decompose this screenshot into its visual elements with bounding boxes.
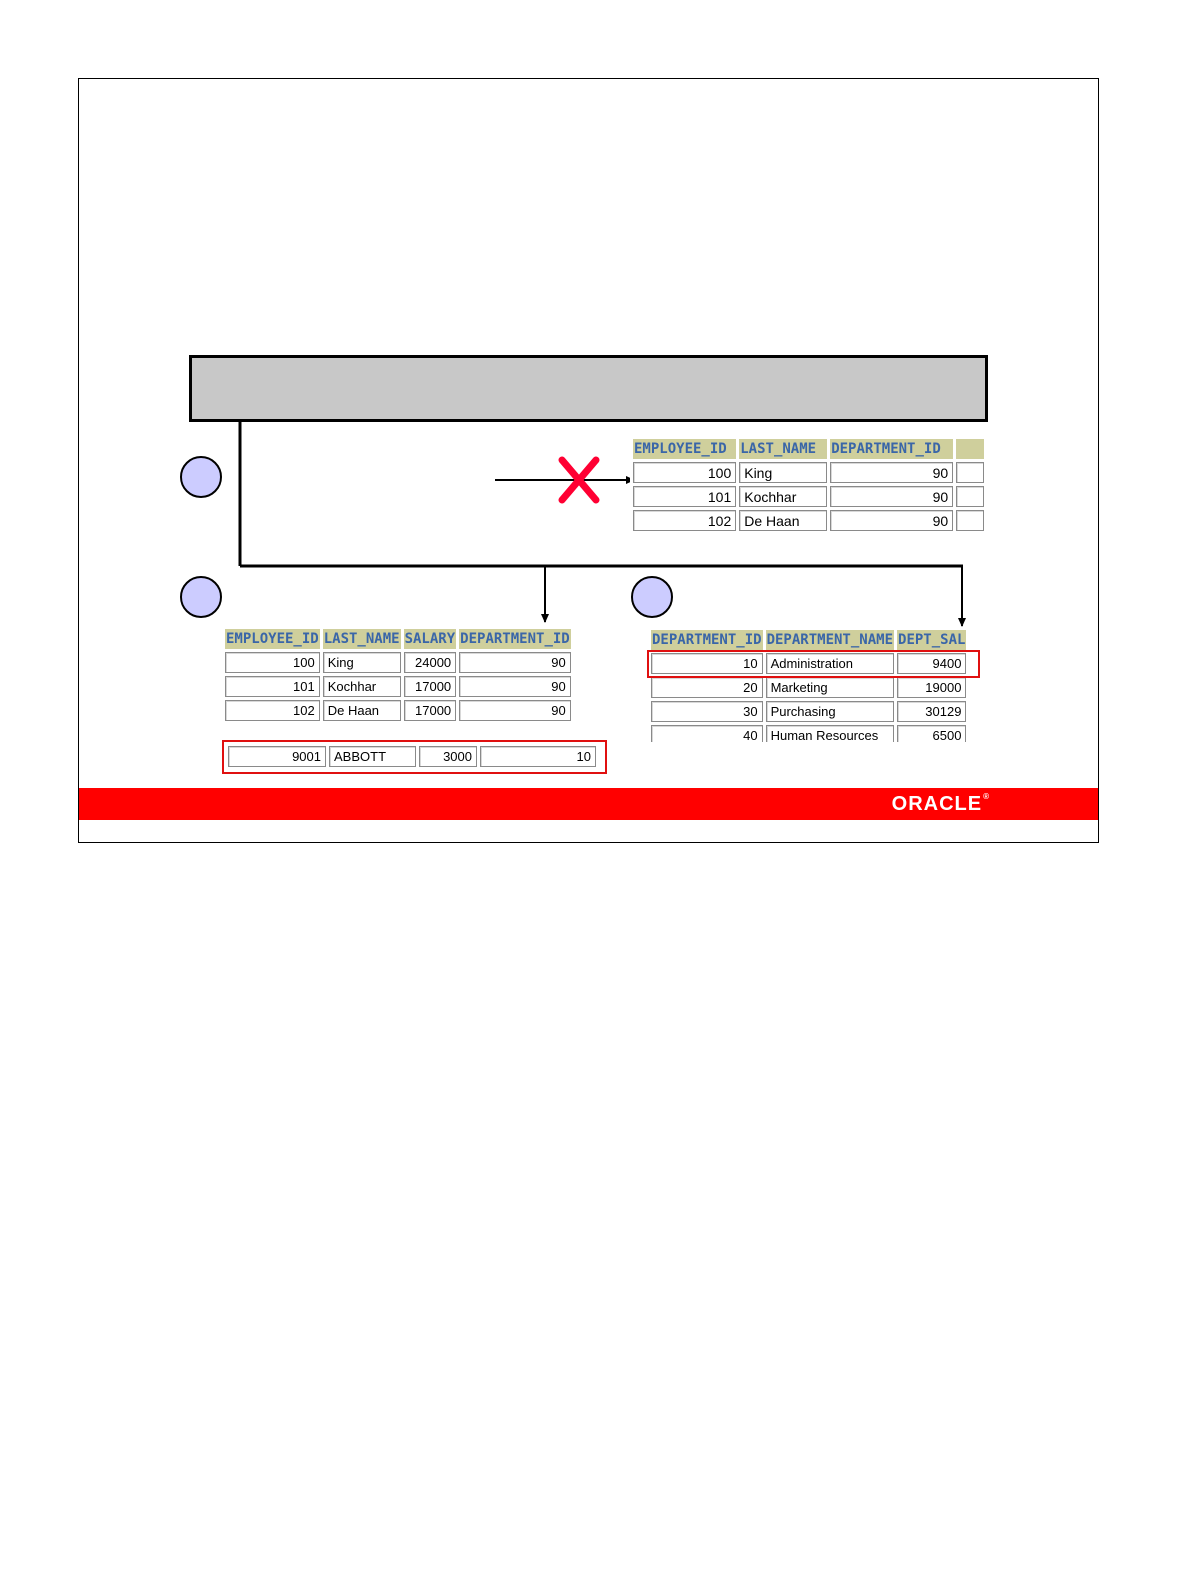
- table-cell: [956, 486, 984, 507]
- table-cell: 24000: [404, 652, 457, 673]
- table-cell: [956, 462, 984, 483]
- oracle-logo: [892, 788, 990, 820]
- table-cell: 40: [651, 725, 763, 742]
- table-row: [633, 486, 984, 507]
- table-cell: 9400: [897, 653, 966, 674]
- table-cell: 9001: [228, 746, 326, 767]
- table-row: [633, 462, 984, 483]
- logo-registered-mark: ®: [983, 792, 990, 801]
- table-cell: 101: [633, 486, 736, 507]
- table-cell: Kochhar: [739, 486, 827, 507]
- table-cell: 101: [225, 676, 320, 697]
- column-header: DEPARTMENT_NAME: [766, 632, 894, 648]
- step-circle-1: [180, 456, 222, 498]
- column-header: DEPARTMENT_ID: [830, 439, 953, 459]
- column-header: EMPLOYEE_ID: [633, 439, 736, 459]
- employees-top-table: [630, 436, 987, 534]
- column-header: EMPLOYEE_ID: [226, 631, 319, 647]
- table-cell: 100: [633, 462, 736, 483]
- table-cell: De Haan: [323, 700, 401, 721]
- table-cell: 30129: [897, 701, 966, 722]
- table-cell: 17000: [404, 676, 457, 697]
- table-cell: Purchasing: [766, 701, 894, 722]
- employees-top-clip: [630, 436, 987, 542]
- departments-clip: [648, 627, 978, 742]
- table-cell: Administration: [766, 653, 894, 674]
- table-cell: King: [323, 652, 401, 673]
- table-header-row: [651, 630, 966, 650]
- table-cell: 102: [225, 700, 320, 721]
- table-row: [225, 676, 571, 697]
- table-cell: 10: [480, 746, 596, 767]
- departments-table: [648, 627, 969, 742]
- table-cell: 10: [651, 653, 763, 674]
- new-row-table: [225, 743, 599, 770]
- table-cell: 102: [633, 510, 736, 531]
- table-cell: 30: [651, 701, 763, 722]
- column-header: SALARY: [404, 631, 456, 647]
- table-cell: 90: [830, 510, 953, 531]
- table-cell: 20: [651, 677, 763, 698]
- column-header: LAST_NAME: [323, 631, 400, 647]
- employees-salary-table: [222, 626, 574, 724]
- table-cell: 6500: [897, 725, 966, 742]
- column-header: DEPARTMENT_ID: [652, 632, 762, 648]
- table-cell: King: [739, 462, 827, 483]
- table-row: [651, 725, 966, 742]
- table-cell: Kochhar: [323, 676, 401, 697]
- table-row: [651, 677, 966, 698]
- table-cell: 19000: [897, 677, 966, 698]
- table-cell: 90: [459, 652, 571, 673]
- column-header: DEPARTMENT_ID: [460, 631, 570, 647]
- step-circle-2: [180, 576, 222, 618]
- logo-text: ORACLE: [891, 793, 983, 815]
- table-cell: 90: [459, 700, 571, 721]
- department-row-highlight: [647, 650, 980, 678]
- column-header-cut: [956, 439, 984, 459]
- table-cell: 3000: [419, 746, 477, 767]
- table-row: [651, 701, 966, 722]
- step-circle-3: [631, 576, 673, 618]
- table-row: [633, 510, 984, 531]
- table-header-row: [225, 629, 571, 649]
- column-header: LAST_NAME: [739, 439, 827, 459]
- footer-bar: [79, 788, 1098, 820]
- table-cell: 90: [459, 676, 571, 697]
- table-cell: Marketing: [766, 677, 894, 698]
- table-cell: ABBOTT: [329, 746, 416, 767]
- table-cell: [956, 510, 984, 531]
- table-row: [225, 652, 571, 673]
- table-cell: 17000: [404, 700, 457, 721]
- table-row: [225, 700, 571, 721]
- table-cell: 90: [830, 486, 953, 507]
- table-cell: 100: [225, 652, 320, 673]
- table-row: [228, 746, 596, 767]
- column-header: DEPT_SAL: [898, 632, 966, 648]
- table-cell: De Haan: [739, 510, 827, 531]
- table-cell: 90: [830, 462, 953, 483]
- table-cell: Human Resources: [766, 725, 894, 742]
- table-header-row: [633, 439, 984, 459]
